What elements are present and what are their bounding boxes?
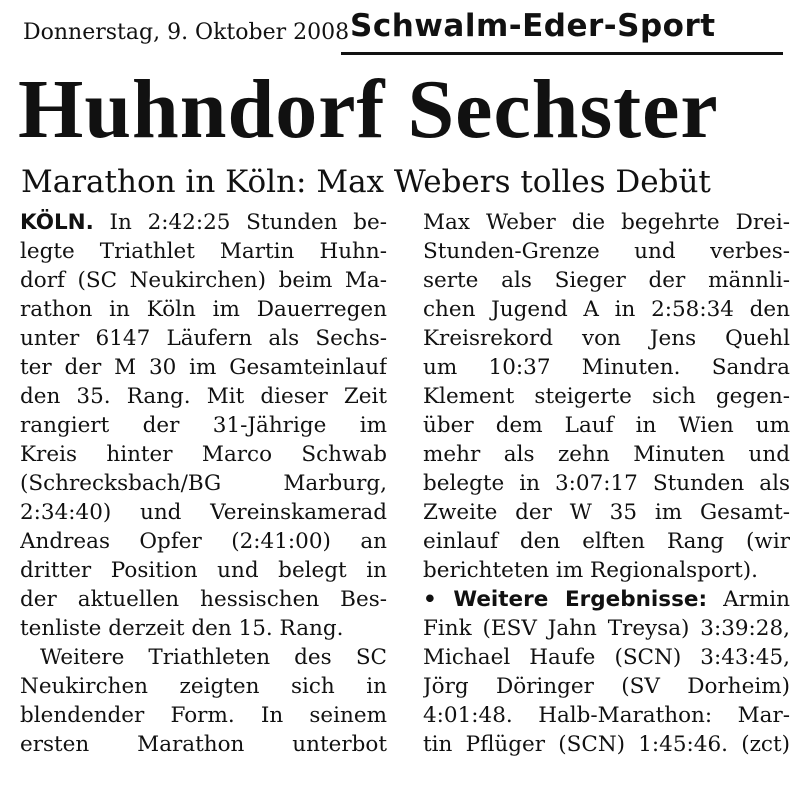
text-line: Neukirchen zeigten sich in — [20, 674, 387, 699]
text-line-content: Armin — [723, 587, 790, 612]
text-line: blendender Form. In seinem — [20, 703, 387, 728]
text-line: tin Pflüger (SCN) 1:45:46. (zct) — [423, 732, 790, 757]
text-line: mehr als zehn Minuten und — [423, 442, 790, 467]
text-line: den 35. Rang. Mit dieser Zeit — [20, 384, 387, 409]
article-column-right — [423, 208, 790, 759]
text-line: dorf (SC Neukirchen) beim Ma- — [20, 268, 387, 293]
results-label: • Weitere Ergebnisse: — [423, 587, 708, 612]
section-title: Schwalm-Eder-Sport — [350, 8, 716, 44]
text-line: Klement steigerte sich gegen- — [423, 384, 790, 409]
header-rule — [341, 52, 783, 55]
dateline: KÖLN. — [20, 210, 94, 235]
text-line: chen Jugend A in 2:58:34 den — [423, 297, 790, 322]
text-line: 4:01:48. Halb-Marathon: Mar- — [423, 703, 790, 728]
text-line: um 10:37 Minuten. Sandra — [423, 355, 790, 380]
text-line: Jörg Döringer (SV Dorheim) — [423, 674, 790, 699]
text-line: Kreis hinter Marco Schwab — [20, 442, 387, 467]
text-line: Zweite der W 35 im Gesamt- — [423, 500, 790, 525]
text-line: Weitere Triathleten des SC — [40, 645, 387, 670]
text-line: der aktuellen hessischen Bes- — [20, 587, 387, 612]
text-line: serte als Sieger der männli- — [423, 268, 790, 293]
text-line: 2:34:40) und Vereinskamerad — [20, 500, 387, 525]
text-line: Max Weber die begehrte Drei- — [423, 210, 790, 235]
text-line: berichteten im Regionalsport). — [423, 558, 758, 583]
text-line: ersten Marathon unterbot — [20, 732, 387, 757]
text-line: legte Triathlet Martin Huhn- — [20, 239, 387, 264]
article-headline: Huhndorf Sechster — [18, 63, 719, 156]
text-line: über dem Lauf in Wien um — [423, 413, 790, 438]
text-line-content: In 2:42:25 Stunden be- — [109, 210, 387, 235]
text-line: rangiert der 31-Jährige im — [20, 413, 387, 438]
text-line: rathon in Köln im Dauerregen — [20, 297, 387, 322]
text-line: belegte in 3:07:17 Stunden als — [423, 471, 790, 496]
text-line: ter der M 30 im Gesamteinlauf — [20, 355, 387, 380]
text-line: Stunden-Grenze und verbes- — [423, 239, 790, 264]
text-line — [20, 208, 387, 237]
text-line: einlauf den elften Rang (wir — [423, 529, 790, 554]
text-line: dritter Position und belegt in — [20, 558, 387, 583]
text-line: tenliste derzeit den 15. Rang. — [20, 616, 344, 641]
article-column-left — [20, 208, 387, 759]
text-line: Kreisrekord von Jens Quehl — [423, 326, 790, 351]
text-line: Andreas Opfer (2:41:00) an — [20, 529, 387, 554]
text-line: unter 6147 Läufern als Sechs- — [20, 326, 387, 351]
text-line: Michael Haufe (SCN) 3:43:45, — [423, 645, 790, 670]
article-subheadline: Marathon in Köln: Max Webers tolles Debüt — [21, 164, 711, 200]
text-line: (Schrecksbach/BG Marburg, — [20, 471, 387, 496]
issue-date: Donnerstag, 9. Oktober 2008 — [23, 20, 350, 45]
text-line: Fink (ESV Jahn Treysa) 3:39:28, — [423, 616, 790, 641]
text-line — [423, 585, 790, 614]
